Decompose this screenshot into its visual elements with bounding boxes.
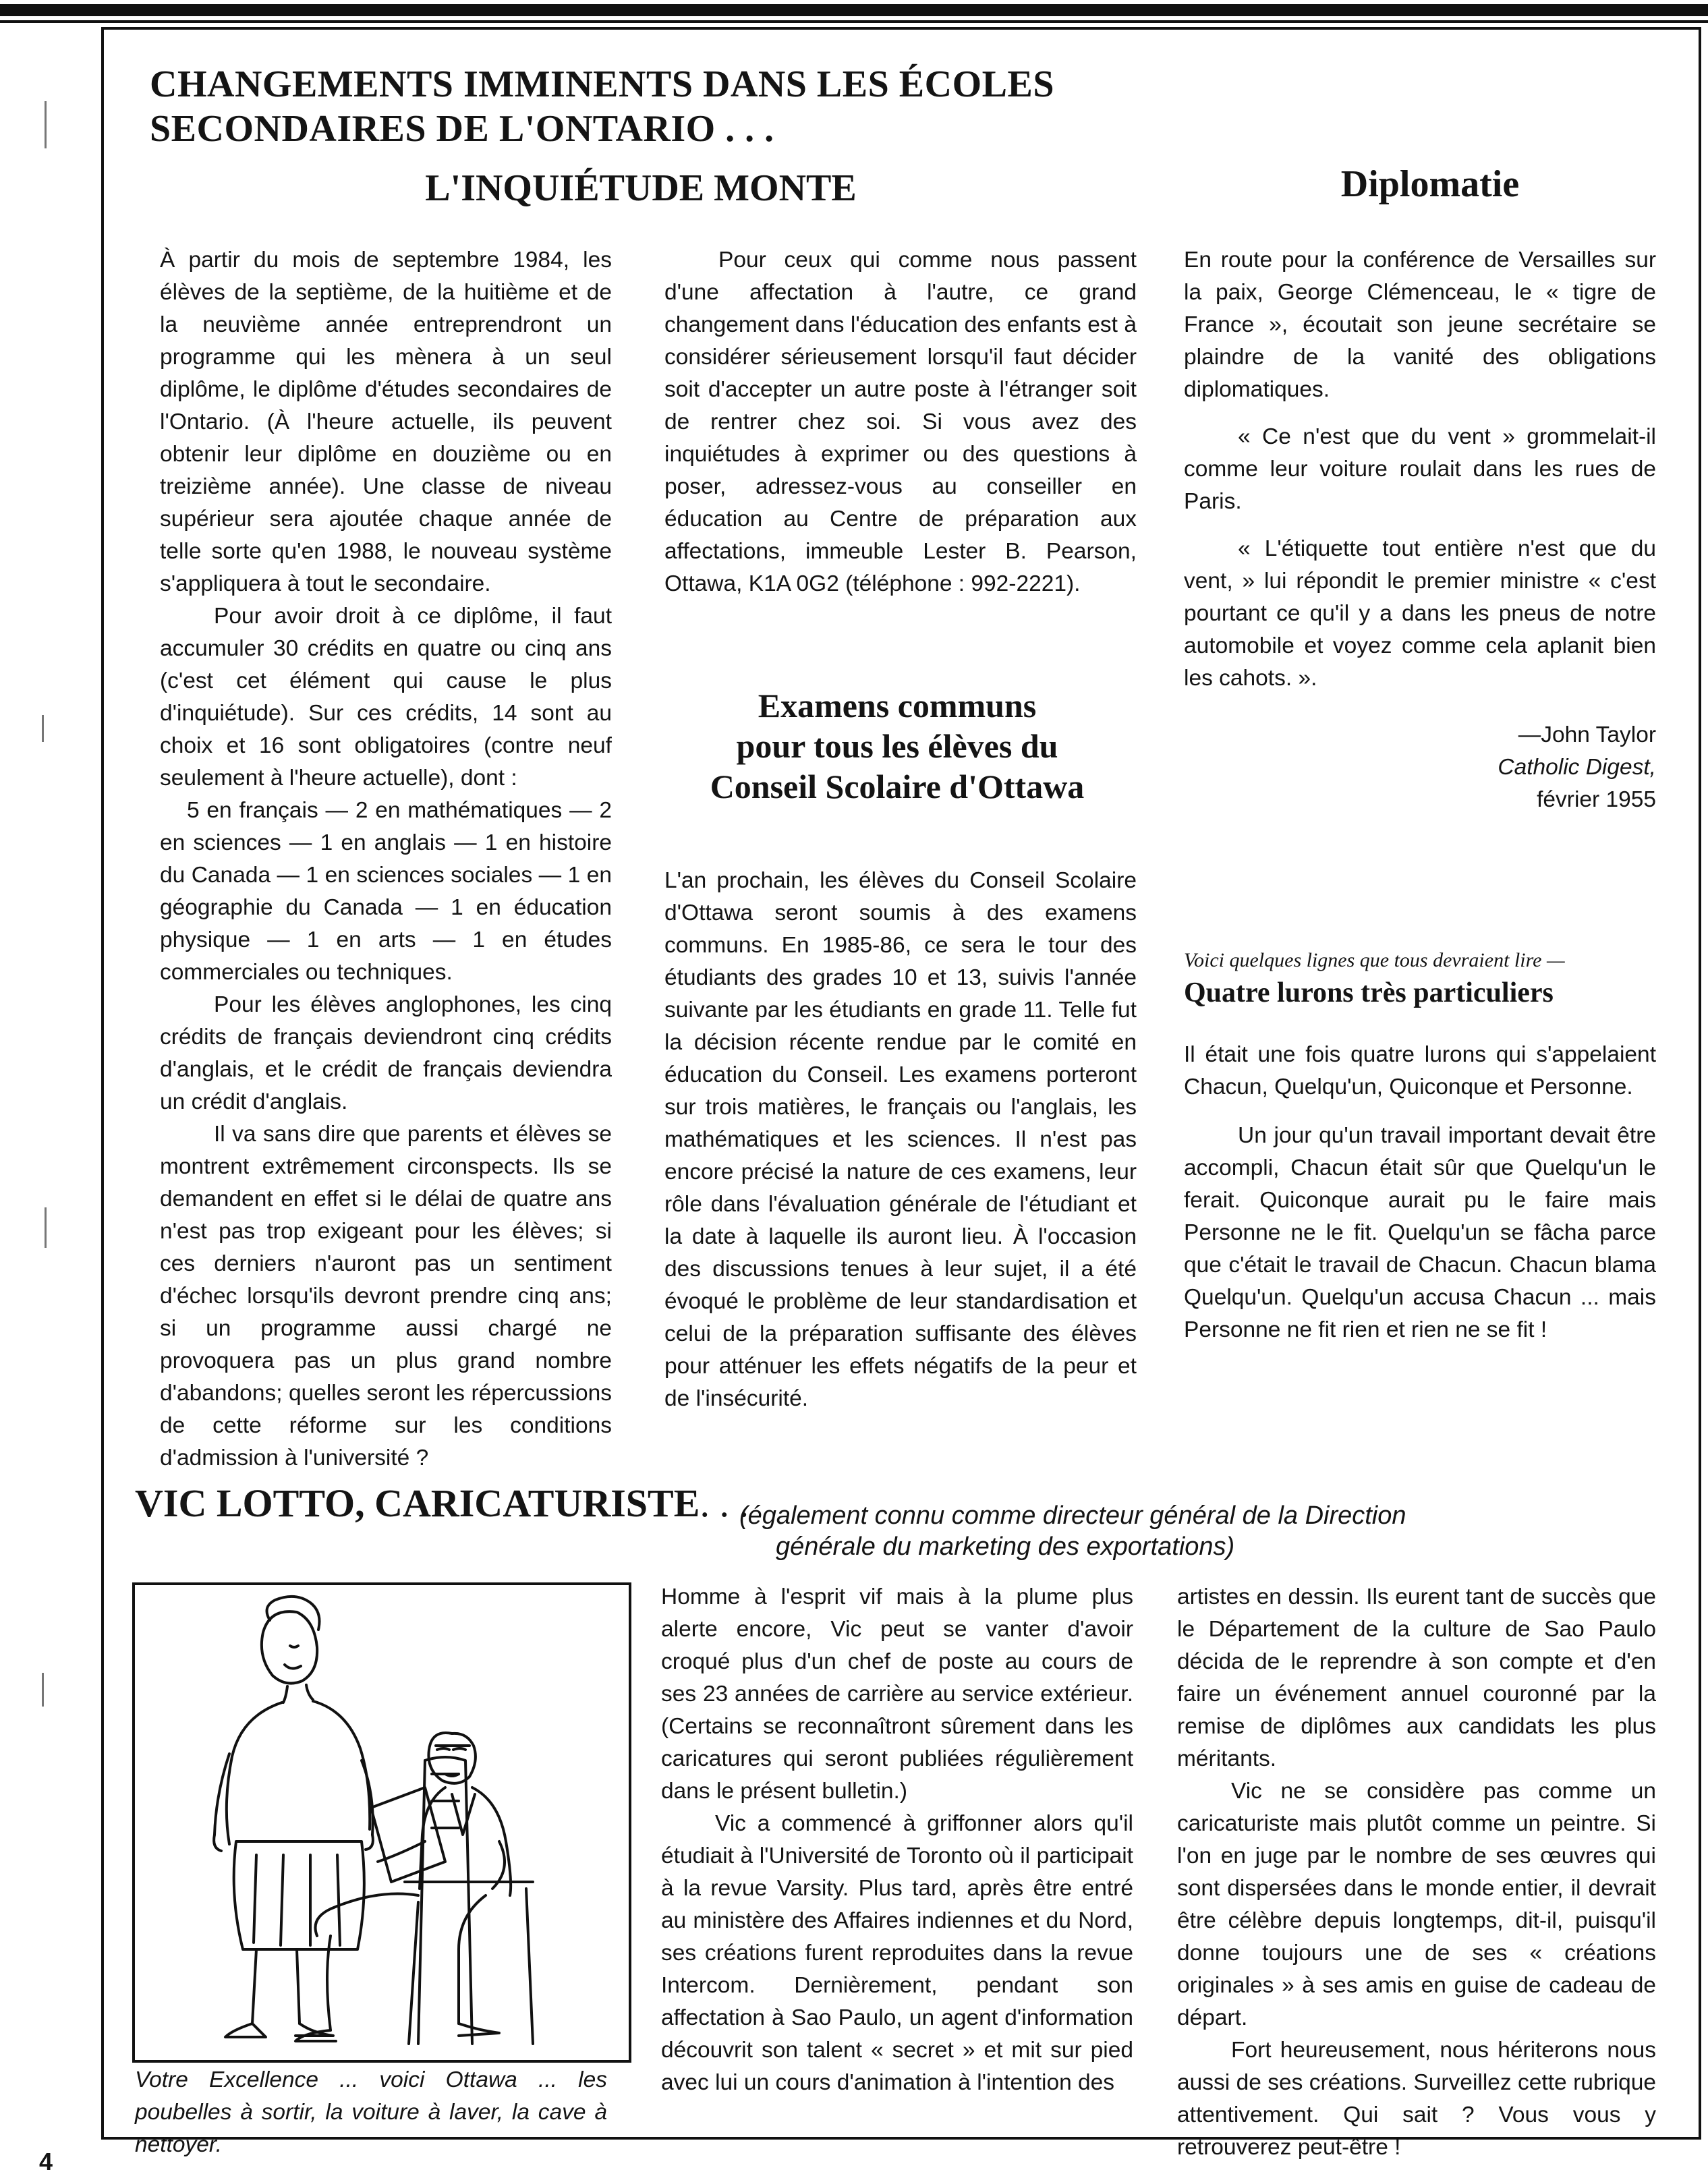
lurons-column <box>1184 1039 1656 1346</box>
ontario-title-line2: SECONDAIRES DE L'ONTARIO . . . <box>150 108 774 150</box>
man-figure <box>295 1733 511 2041</box>
examens-title <box>648 685 1147 807</box>
vic-paragraph: artistes en dessin. Ils eurent tant de succès que le Département de la culture de Sao Paulo décida de le reprendre à son compte et d'en faire un événement annuel couronné par la remise de diplômes aux candidats les plus méritants. <box>1177 1584 1656 1771</box>
scan-mark <box>45 101 47 148</box>
ontario-credits-list: 5 en français — 2 en mathématiques — 2 en sciences — 1 en anglais — 1 en histoire du Canada — 1 en sciences sociales — 1 en géographie du Canada — 1 en éducation physique — 1 en arts — 1 en études commerciales ou techniques. <box>160 798 612 985</box>
scan-mark <box>45 1207 47 1248</box>
diplomatie-date: février 1955 <box>1537 787 1656 812</box>
diplomatie-column <box>1184 244 1656 816</box>
scan-mark <box>42 715 44 742</box>
ontario-paragraph: Pour les élèves anglophones, les cinq crédits de français deviendront cinq crédits d'anglais, et le crédit de français deviendra un crédit d'anglais. <box>160 992 612 1114</box>
ontario-column-1 <box>160 244 612 1474</box>
ontario-column-2 <box>664 244 1137 600</box>
ontario-paragraph: Pour ceux qui comme nous passent d'une affectation à l'autre, ce grand changement dans l'éducation des enfants est à considérer sérieusement lorsqu'il faut décider soit d'accepter un autre poste à l'étranger soit de rentrer chez soi. Si vous avez des inquiétudes à exprimer ou des questions à poser, adressez-vous au conseiller en éducation au Centre de préparation aux affectations, immeuble Lester B. Pearson, Ottawa, K1A 0G2 (téléphone : 992-2221). <box>664 248 1137 596</box>
cartoon-frame <box>132 1582 631 2063</box>
ontario-paragraph: À partir du mois de septembre 1984, les élèves de la septième, de la huitième et de la neuvième année entreprendront un programme qui les mènera à un seul diplôme, le diplôme d'études secondaires de l'Ontario. (À l'heure actuelle, ils peuvent obtenir leur diplôme en douzième ou en treizième année). Une classe de niveau supérieur sera ajoutée chaque année de telle sorte qu'en 1988, le nouveau système s'appliquera à tout le secondaire. <box>160 248 612 596</box>
vic-paragraph: Homme à l'esprit vif mais à la plume plus alerte encore, Vic peut se vanter d'avoir croqué plus d'un chef de poste au cours de ses 23 années de carrière au service extérieur. (Certains se reconnaîtront sûrement dans les caricatures qui seront publiées régulièrement dans le présent bulletin.) <box>661 1584 1133 1804</box>
examens-title-line1: Examens communs <box>758 687 1037 724</box>
ontario-title <box>150 62 1202 151</box>
woman-figure <box>214 1597 373 2037</box>
ontario-title-line1: CHANGEMENTS IMMINENTS DANS LES ÉCOLES <box>150 63 1054 105</box>
cartoon-illustration <box>135 1585 629 2060</box>
cartoon-caption: Votre Excellence ... voici Ottawa ... les poubelles à sortir, la voiture à laver, la cave à nettoyer. <box>135 2067 607 2157</box>
vic-subtitle-line2: générale du marketing des exportations) <box>776 1533 1235 1561</box>
lurons-kicker: Voici quelques lignes que tous devraient lire — <box>1184 949 1565 971</box>
diplomatie-author: —John Taylor <box>1518 722 1656 747</box>
chair <box>405 1757 533 2044</box>
examens-body: L'an prochain, les élèves du Conseil Scolaire d'Ottawa seront soumis à des examens communs. En 1985-86, ce sera le tour des étudiants des grades 10 et 13, suivis l'année suivante par les étudiants en grade 11. Telle fut la décision récente rendue par le comité en éducation du Conseil. Les examens porteront sur trois matières, le français ou l'anglais, les mathématiques et les sciences. Il n'est pas encore précisé la nature de ces examens, leur rôle dans l'évaluation générale de l'étudiant et la date à laquelle ils auront lieu. À l'occasion des discussions tenues à leur sujet, il a été évoqué le problème de leur standardisation et celui de la préparation suffisante des élèves pour atténuer les effets négatifs de la peur et de l'insécurité. <box>664 868 1137 1411</box>
ontario-subtitle: L'INQUIÉTUDE MONTE <box>425 167 857 209</box>
diplomatie-title: Diplomatie <box>1340 163 1520 205</box>
vic-title <box>135 1481 749 1526</box>
examens-column <box>664 865 1137 1415</box>
vic-paragraph: Vic ne se considère pas comme un caricaturiste mais plutôt comme un peintre. Si l'on en juge par le nombre de ses œuvres qui sont dispersées dans le monde entier, il devrait être célèbre depuis longtemps, dit-il, puisqu'il donne toujours une de ses « créations originales » à ses amis en guise de cadeau de départ. <box>1177 1779 1656 2030</box>
vic-column-1 <box>661 1581 1133 2099</box>
scan-mark <box>42 1673 44 1707</box>
diplomatie-paragraph: « Ce n'est que du vent » grommelait-il comme leur voiture roulait dans les rues de Paris. <box>1184 424 1656 514</box>
examens-title-line3: Conseil Scolaire d'Ottawa <box>710 768 1085 805</box>
page-number: 4 <box>39 2148 53 2175</box>
examens-title-line2: pour tous les élèves du <box>736 727 1058 765</box>
vic-paragraph: Vic a commencé à griffonner alors qu'il étudiait à l'Université de Toronto où il participait à la revue Varsity. Plus tard, après être entré au ministère des Affaires indiennes et du Nord, ses créations furent reproduites dans la revue Intercom. Dernièrement, pendant son affectation à Sao Paulo, un agent d'information découvrit son talent « secret » et mit sur pied avec lui un cours d'animation à l'intention des <box>661 1811 1133 2095</box>
diplomatie-paragraph: « L'étiquette tout entière n'est que du vent, » lui répondit le premier ministre « c'est pourtant ce qu'il y a dans les pneus de notre automobile et voyez comme cela aplanit bien les cahots. ». <box>1184 536 1656 691</box>
ontario-paragraph: Pour avoir droit à ce diplôme, il faut accumuler 30 crédits en quatre ou cinq ans (c'est cet élément qui cause le plus d'inquiétude). Sur ces crédits, 14 sont au choix et 16 sont obligatoires (contre neuf seulement à l'heure actuelle), dont : <box>160 604 612 791</box>
top-rule-thin <box>0 20 1708 23</box>
top-rule <box>0 4 1708 16</box>
vic-title-dots: . . . <box>700 1481 749 1525</box>
lurons-paragraph: Un jour qu'un travail important devait être accompli, Chacun était sûr que Quelqu'un le ferait. Quiconque aurait pu le faire mais Personne ne le fit. Quelqu'un se fâcha parce que c'était le travail de Chacun. Chacun blama Quelqu'un. Quelqu'un accusa Chacun ... mais Personne ne fit rien et rien ne se fit ! <box>1184 1123 1656 1342</box>
vic-subtitle-line1: (également connu comme directeur général de la Direction <box>739 1501 1406 1530</box>
vic-paragraph: Fort heureusement, nous hériterons nous aussi de ses créations. Surveillez cette rubrique attentivement. Qui sait ? Vous vous y retrouverez peut-être ! <box>1177 2038 1656 2160</box>
vic-title-text: VIC LOTTO, CARICATURISTE <box>135 1481 700 1525</box>
diplomatie-paragraph: En route pour la conférence de Versailles sur la paix, George Clémenceau, le « tigre de France », écoutait son jeune secrétaire se plaindre de la vanité des obligations diplomatiques. <box>1184 248 1656 402</box>
ontario-paragraph: Il va sans dire que parents et élèves se montrent extrêmement circonspects. Ils se demandent en effet si le délai de quatre ans n'est pas trop exigeant pour les élèves; si ces derniers n'auront pas un sentiment d'échec lorsqu'ils devront prendre cinq ans; si un programme aussi chargé ne provoquera pas un plus grand nombre d'abandons; quelles seront les répercussions de cette réforme sur les conditions d'admission à l'université ? <box>160 1122 612 1470</box>
lurons-title: Quatre lurons très particuliers <box>1184 977 1554 1008</box>
vic-column-2 <box>1177 1581 1656 2164</box>
lurons-paragraph: Il était une fois quatre lurons qui s'appelaient Chacun, Quelqu'un, Quiconque et Personne. <box>1184 1042 1656 1099</box>
diplomatie-source: Catholic Digest, <box>1498 755 1656 780</box>
